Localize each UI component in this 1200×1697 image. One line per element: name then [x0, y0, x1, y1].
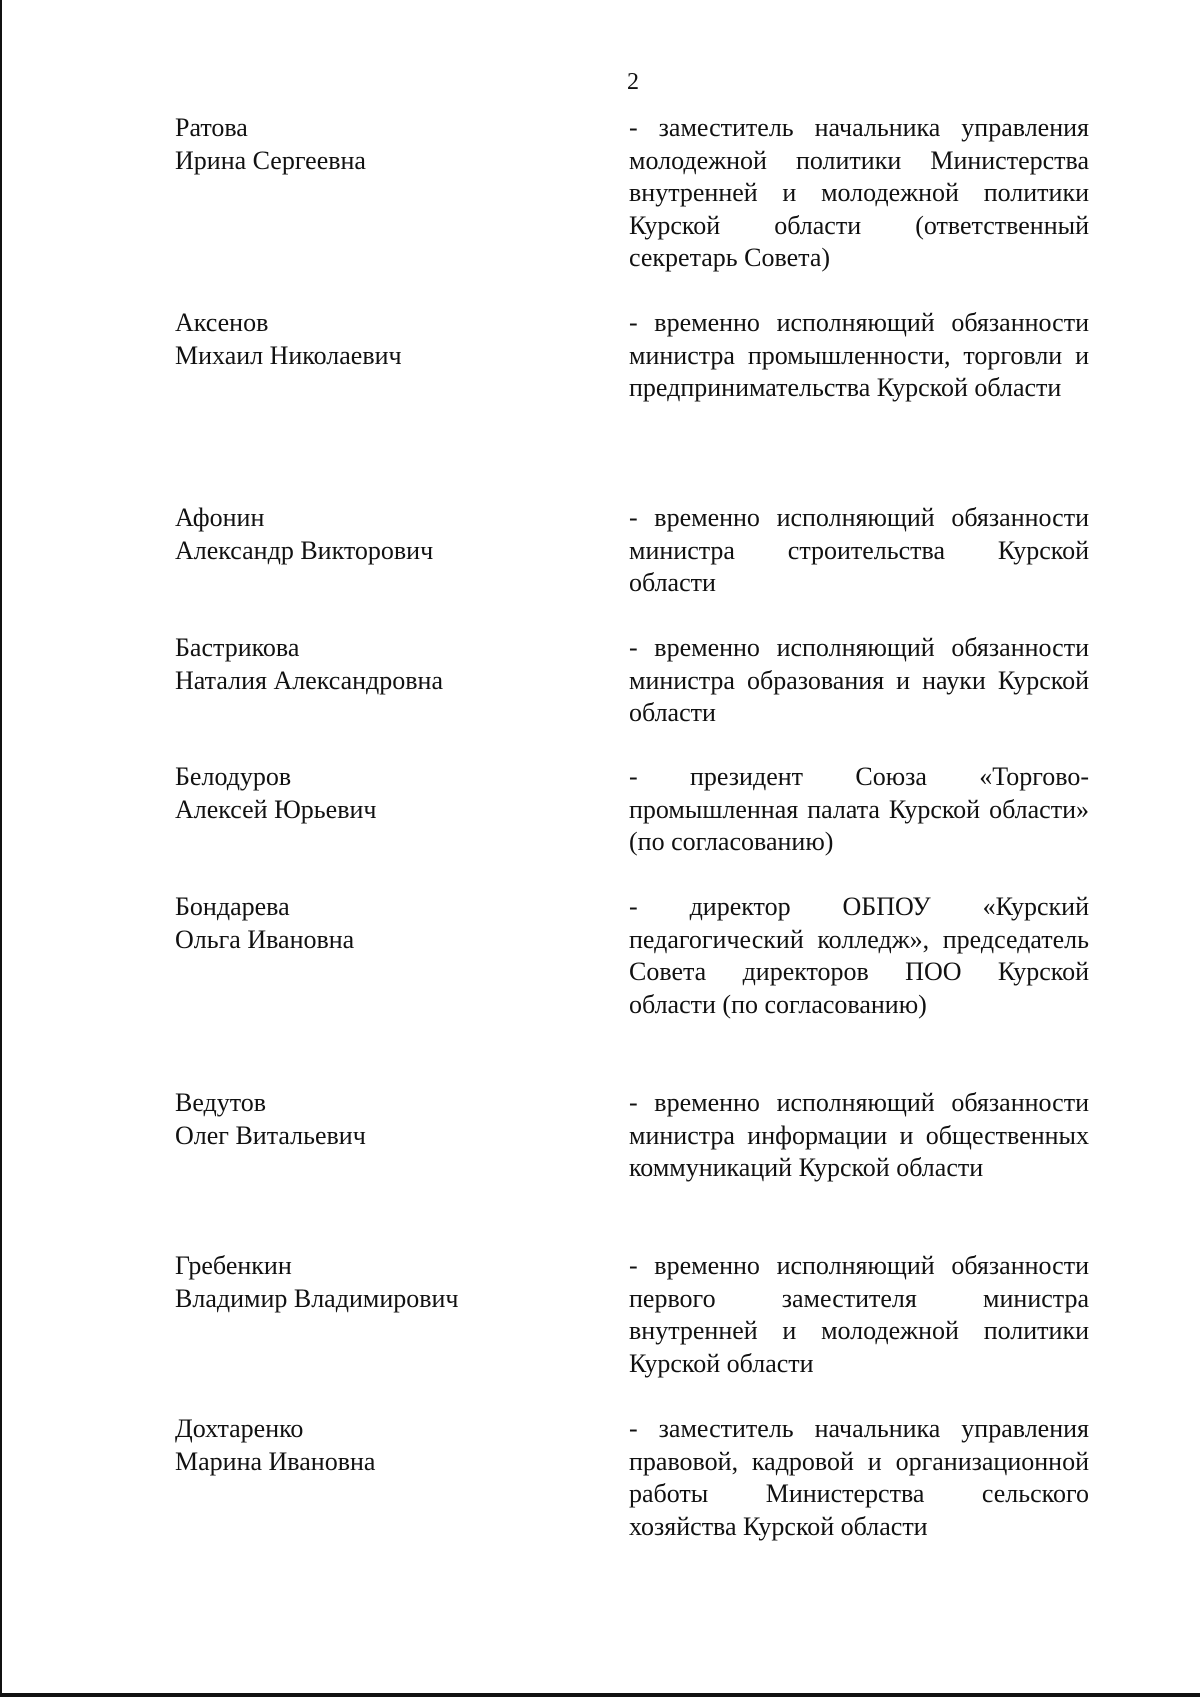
member-surname: Ратова — [175, 113, 248, 142]
member-position: - президент Союза «Торгово-промышленная палата Курской области» (по согласованию) — [629, 762, 1089, 856]
member-position: - временно исполняющий обязанности министра образования и науки Курской области — [629, 633, 1089, 727]
member-surname: Аксенов — [175, 308, 269, 337]
member-given-names: Алексей Юрьевич — [175, 794, 377, 824]
member-surname: Дохтаренко — [175, 1414, 304, 1443]
member-position: - временно исполняющий обязанности министра информации и общественных коммуникаций Курской области — [629, 1088, 1089, 1182]
member-name — [175, 112, 575, 177]
member-name — [175, 891, 575, 956]
member-given-names: Наталия Александровна — [175, 665, 443, 695]
member-given-names: Ирина Сергеевна — [175, 145, 366, 175]
member-surname: Ведутов — [175, 1088, 267, 1117]
member-name — [175, 632, 575, 697]
member-surname: Бондарева — [175, 892, 290, 921]
member-position: - заместитель начальника управления правовой, кадровой и организационной работы Министерства сельского хозяйства Курской области — [629, 1414, 1089, 1541]
member-given-names: Ольга Ивановна — [175, 924, 355, 954]
member-name — [175, 1413, 575, 1478]
member-name — [175, 1087, 575, 1152]
member-position: - временно исполняющий обязанности первого заместителя министра внутренней и молодежной политики Курской области — [629, 1251, 1089, 1378]
member-surname: Бастрикова — [175, 633, 300, 662]
page-number: 2 — [627, 69, 639, 95]
member-given-names: Владимир Владимирович — [175, 1283, 459, 1313]
member-name — [175, 761, 575, 826]
member-given-names: Марина Ивановна — [175, 1446, 376, 1476]
member-surname: Белодуров — [175, 762, 292, 791]
member-position: - заместитель начальника управления молодежной политики Министерства внутренней и молодежной политики Курской области (ответственный секретарь Совета) — [629, 113, 1089, 272]
member-surname: Афонин — [175, 503, 265, 532]
member-surname: Гребенкин — [175, 1251, 292, 1280]
member-given-names: Александр Викторович — [175, 535, 434, 565]
member-given-names: Михаил Николаевич — [175, 340, 402, 370]
member-name — [175, 307, 575, 372]
member-name — [175, 502, 575, 567]
member-position: - временно исполняющий обязанности министра промышленности, торговли и предпринимательства Курской области — [629, 308, 1089, 402]
member-position: - временно исполняющий обязанности министра строительства Курской области — [629, 503, 1089, 597]
member-given-names: Олег Витальевич — [175, 1120, 366, 1150]
member-position: - директор ОБПОУ «Курский педагогический колледж», председатель Совета директоров ПОО Курской области (по согласованию) — [629, 892, 1089, 1019]
member-name — [175, 1250, 575, 1315]
